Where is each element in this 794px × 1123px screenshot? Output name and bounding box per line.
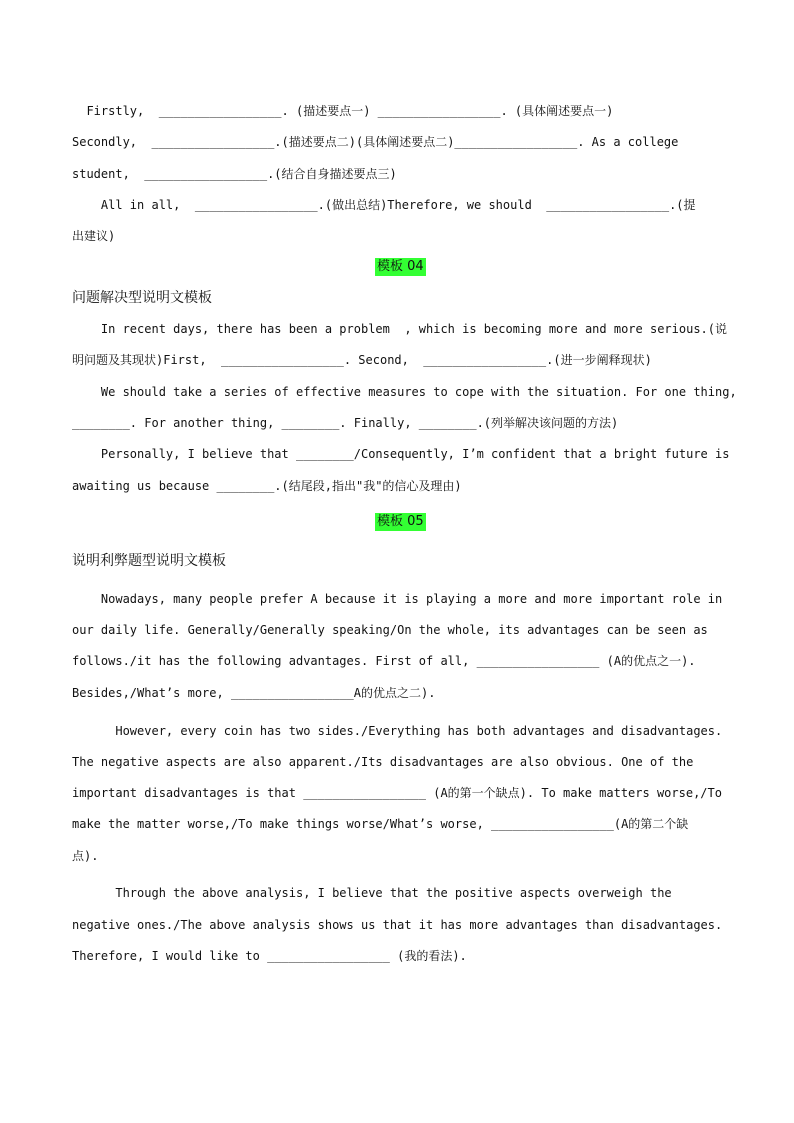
paragraph-line: negative ones./The above analysis shows us that it has more advantages than disadvantages. — [72, 918, 723, 932]
paragraph-line: We should take a series of effective measures to cope with the situation. For one thing, — [72, 385, 737, 399]
paragraph-line: make the matter worse,/To make things worse/What’s worse, _________________(A的第二个缺 — [72, 817, 689, 831]
paragraph-line: important disadvantages is that _________________ (A的第一个缺点). To make matters worse,/To — [72, 786, 722, 800]
paragraph-line: 明问题及其现状)First, _________________. Second, _________________.(进一步阐释现状) — [72, 353, 652, 367]
paragraph-line: Besides,/What’s more, _________________A的优点之二). — [72, 686, 436, 700]
paragraph-line: Secondly, _________________.(描述要点二)(具体阐述要点二)_________________. As a college — [72, 135, 679, 149]
paragraph-line: ________. For another thing, ________. Finally, ________.(列举解决该问题的方法) — [72, 416, 619, 430]
paragraph-line: Firstly, _________________. (描述要点一) _________________. (具体阐述要点一) — [72, 104, 614, 118]
paragraph-line: However, every coin has two sides./Everything has both advantages and disadvantages. — [72, 724, 723, 738]
template-label-04: 模板 04 — [377, 259, 424, 274]
paragraph-line: our daily life. Generally/Generally speaking/On the whole, its advantages can be seen as — [72, 623, 708, 637]
paragraph-line: Therefore, I would like to _________________ (我的看法). — [72, 949, 467, 963]
paragraph-line: 出建议) — [72, 229, 116, 243]
paragraph-line: Through the above analysis, I believe that the positive aspects overweigh the — [72, 886, 672, 900]
template-label-05: 模板 05 — [377, 514, 424, 529]
section-heading-05: 说明利弊题型说明文模板 — [72, 553, 226, 569]
paragraph-line: Nowadays, many people prefer A because it is playing a more and more important role in — [72, 592, 723, 606]
paragraph-line: follows./it has the following advantages. First of all, _________________ (A的优点之一). — [72, 654, 696, 668]
paragraph-line: Personally, I believe that ________/Consequently, I’m confident that a bright future is — [72, 447, 730, 461]
paragraph-line: In recent days, there has been a problem , which is becoming more and more serious.(说 — [72, 322, 727, 336]
paragraph-line: 点). — [72, 849, 99, 863]
paragraph-line: student, _________________.(结合自身描述要点三) — [72, 167, 397, 181]
section-heading-04: 问题解决型说明文模板 — [72, 290, 212, 306]
paragraph-line: All in all, _________________.(做出总结)Therefore, we should _________________.(提 — [72, 198, 696, 212]
paragraph-line: awaiting us because ________.(结尾段,指出"我"的信心及理由) — [72, 479, 462, 493]
paragraph-line: The negative aspects are also apparent./Its disadvantages are also obvious. One of the — [72, 755, 694, 769]
